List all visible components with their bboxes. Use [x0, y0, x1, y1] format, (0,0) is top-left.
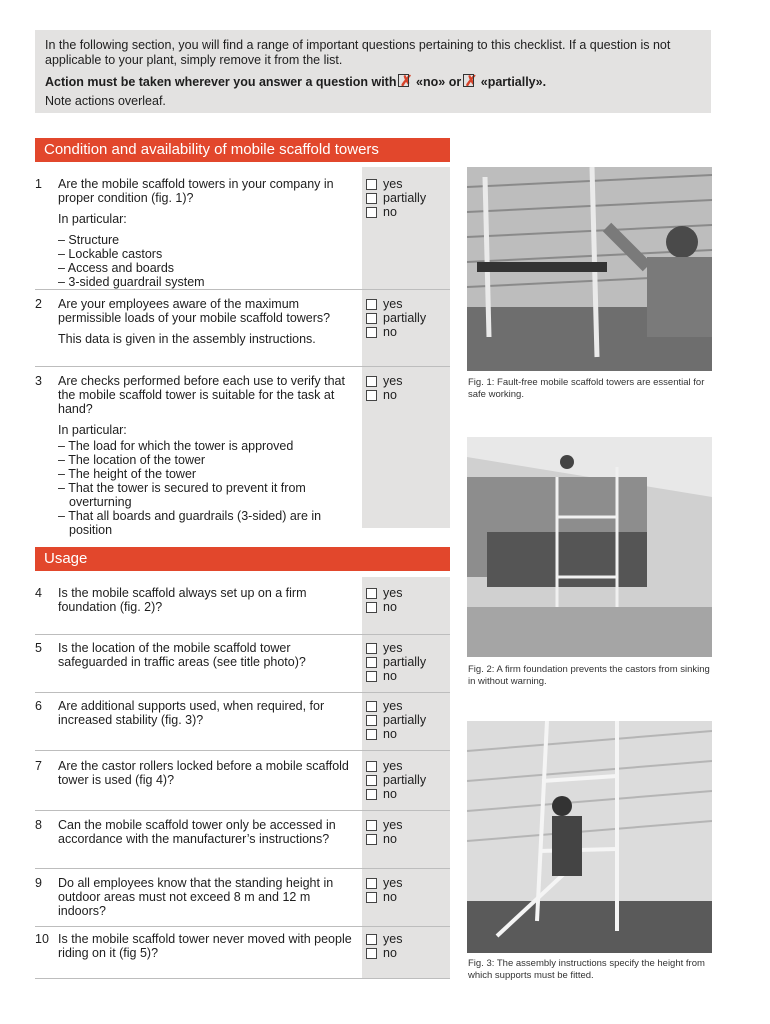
question-text: Can the mobile scaffold tower only be accessed in accordance with the manufacturer’s instructions? [58, 818, 336, 846]
photo-fig1 [467, 167, 712, 371]
answer-options: yes partially no [366, 759, 426, 801]
scaffold-support-photo [467, 721, 712, 953]
caption-fig2: Fig. 2: A firm foundation prevents the castors from sinking in without warning. [468, 664, 710, 687]
answer-options: yes no [366, 818, 402, 846]
question-text: Are the mobile scaffold towers in your company in proper condition (fig. 1)? In particular: – Structure – Lockable castors – Access and boards – 3-sided guardrail system [58, 177, 334, 289]
photo-fig2 [467, 437, 712, 657]
question-number: 6 [35, 699, 42, 713]
question-number: 2 [35, 297, 42, 311]
caption-fig1: Fig. 1: Fault-free mobile scaffold towers are essential for safe working. [468, 377, 705, 400]
answer-options: yes no [366, 586, 402, 614]
question-number: 7 [35, 759, 42, 773]
question-text: Is the mobile scaffold tower never moved with people riding on it (fig 5)? [58, 932, 352, 960]
question-row [35, 641, 450, 693]
question-number: 1 [35, 177, 42, 191]
checkbox-partially[interactable] [366, 193, 377, 204]
checkbox-yes[interactable] [366, 179, 377, 190]
checkbox-x-icon: ✗ [464, 73, 478, 90]
question-text: Are your employees aware of the maximum permissible loads of your mobile scaffold towers? This data is given in the assembly instructions. [58, 297, 331, 346]
photo-fig3 [467, 721, 712, 953]
checkbox-no[interactable] [366, 834, 377, 845]
question-number: 9 [35, 876, 42, 890]
intro-box [35, 30, 711, 113]
checkbox-no[interactable] [366, 892, 377, 903]
checkbox-yes[interactable] [366, 761, 377, 772]
question-row [35, 586, 450, 635]
answer-options: yes partially no [366, 699, 426, 741]
answer-options: yes partially no [366, 297, 426, 339]
checkbox-no[interactable] [366, 327, 377, 338]
checkbox-no[interactable] [366, 207, 377, 218]
question-text: Do all employees know that the standing height in outdoor areas must not exceed 8 m and 12 m indoors? [58, 876, 334, 918]
checkbox-yes[interactable] [366, 588, 377, 599]
answer-options: yes partially no [366, 641, 426, 683]
checkbox-yes[interactable] [366, 299, 377, 310]
checkbox-yes[interactable] [366, 376, 377, 387]
question-row [35, 177, 450, 290]
checkbox-yes[interactable] [366, 643, 377, 654]
question-text: Is the location of the mobile scaffold tower safeguarded in traffic areas (see title photo)? [58, 641, 306, 669]
checkbox-partially[interactable] [366, 715, 377, 726]
section-header-condition: Condition and availability of mobile scaffold towers [35, 138, 450, 162]
question-text: Are the castor rollers locked before a mobile scaffold tower is used (fig 4)? [58, 759, 349, 787]
question-text: Is the mobile scaffold always set up on a firm foundation (fig. 2)? [58, 586, 307, 614]
checkbox-no[interactable] [366, 729, 377, 740]
question-row [35, 297, 450, 367]
answer-options: yes no [366, 876, 402, 904]
checkbox-partially[interactable] [366, 775, 377, 786]
checkbox-partially[interactable] [366, 313, 377, 324]
caption-fig3: Fig. 3: The assembly instructions specify the height from which supports must be fitted. [468, 958, 705, 981]
question-number: 8 [35, 818, 42, 832]
question-number: 10 [35, 932, 49, 946]
scaffold-worker-photo [467, 167, 712, 371]
checkbox-x-icon: ✗ [399, 73, 413, 90]
question-number: 3 [35, 374, 42, 388]
question-row [35, 818, 450, 869]
question-text: Are checks performed before each use to verify that the mobile scaffold tower is suitable for the task at hand? In particular: – The load for which the tower is approved – The location of the tower – The height of the tower – That the tower is secured to prevent it from overturning – That all boards and guardrails (3-sided) are in position [58, 374, 345, 537]
note-text: Note actions overleaf. [45, 94, 166, 108]
question-number: 5 [35, 641, 42, 655]
checkbox-no[interactable] [366, 671, 377, 682]
question-row [35, 876, 450, 927]
checkbox-no[interactable] [366, 789, 377, 800]
checkbox-no[interactable] [366, 602, 377, 613]
question-row [35, 374, 450, 537]
checkbox-partially[interactable] [366, 657, 377, 668]
question-row [35, 932, 450, 979]
question-number: 4 [35, 586, 42, 600]
checkbox-yes[interactable] [366, 701, 377, 712]
intro-text: In the following section, you will find a range of important questions pertaining to this checklist. If a question is not applicable to your plant, simply remove it from the list. [45, 38, 671, 67]
question-row [35, 759, 450, 811]
checkbox-no[interactable] [366, 948, 377, 959]
checkbox-no[interactable] [366, 390, 377, 401]
checkbox-yes[interactable] [366, 934, 377, 945]
checkbox-yes[interactable] [366, 820, 377, 831]
action-note: Action must be taken wherever you answer a question with ✗ «no» or ✗ «partially». [45, 73, 547, 90]
answer-options: yes no [366, 374, 402, 402]
scaffold-building-photo [467, 437, 712, 657]
answer-options: yes no [366, 932, 402, 960]
checkbox-yes[interactable] [366, 878, 377, 889]
answer-options: yes partially no [366, 177, 426, 219]
question-text: Are additional supports used, when required, for increased stability (fig. 3)? [58, 699, 325, 727]
section-header-usage: Usage [35, 547, 450, 571]
question-row [35, 699, 450, 751]
